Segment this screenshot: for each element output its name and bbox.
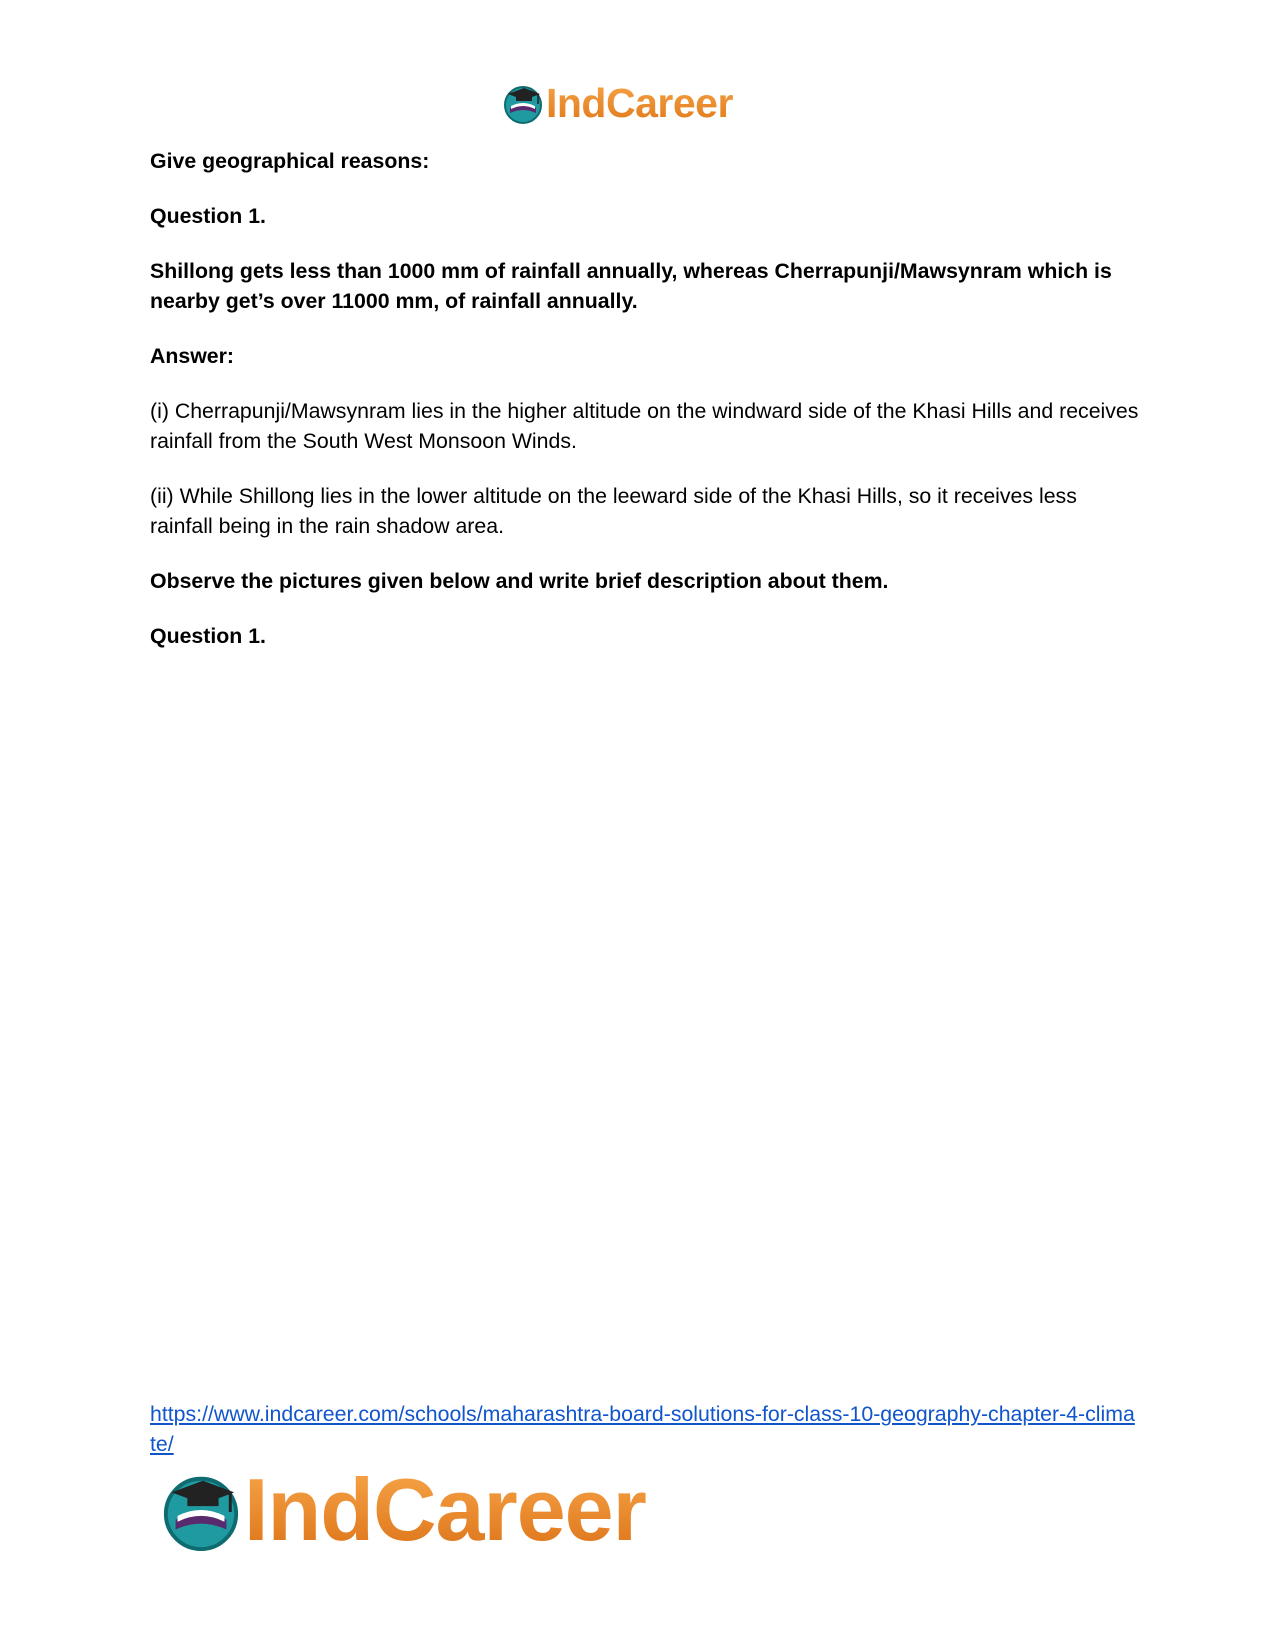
observe-heading: Observe the pictures given below and write brief description about them. [150, 569, 889, 593]
footer-logo-text: IndCareer [244, 1460, 646, 1559]
source-link[interactable]: https://www.indcareer.com/schools/maharashtra-board-solutions-for-class-10-geography-chapter-4-climate/ [150, 1402, 1135, 1456]
header-logo [502, 78, 733, 128]
answer-label: Answer: [150, 344, 235, 368]
footer-logo [160, 1460, 646, 1559]
logo-globe-icon [502, 82, 544, 124]
answer-point-2: (ii) While Shillong lies in the lower altitude on the leeward side of the Khasi Hills, so it receives less rainfall being in the rain shadow area. [150, 484, 1077, 538]
question-label-2: Question 1. [150, 624, 266, 648]
document-body [150, 146, 1140, 676]
question-text: Shillong gets less than 1000 mm of rainfall annually, whereas Cherrapunji/Mawsynram which is nearby get’s over 11000 mm, of rainfall annually. [150, 259, 1112, 313]
answer-point-1: (i) Cherrapunji/Mawsynram lies in the higher altitude on the windward side of the Khasi Hills and receives rainfall from the South West Monsoon Winds. [150, 399, 1139, 453]
section-heading: Give geographical reasons: [150, 149, 430, 173]
logo-globe-icon [160, 1469, 242, 1551]
question-label: Question 1. [150, 204, 266, 228]
header-logo-text: IndCareer [546, 79, 733, 126]
